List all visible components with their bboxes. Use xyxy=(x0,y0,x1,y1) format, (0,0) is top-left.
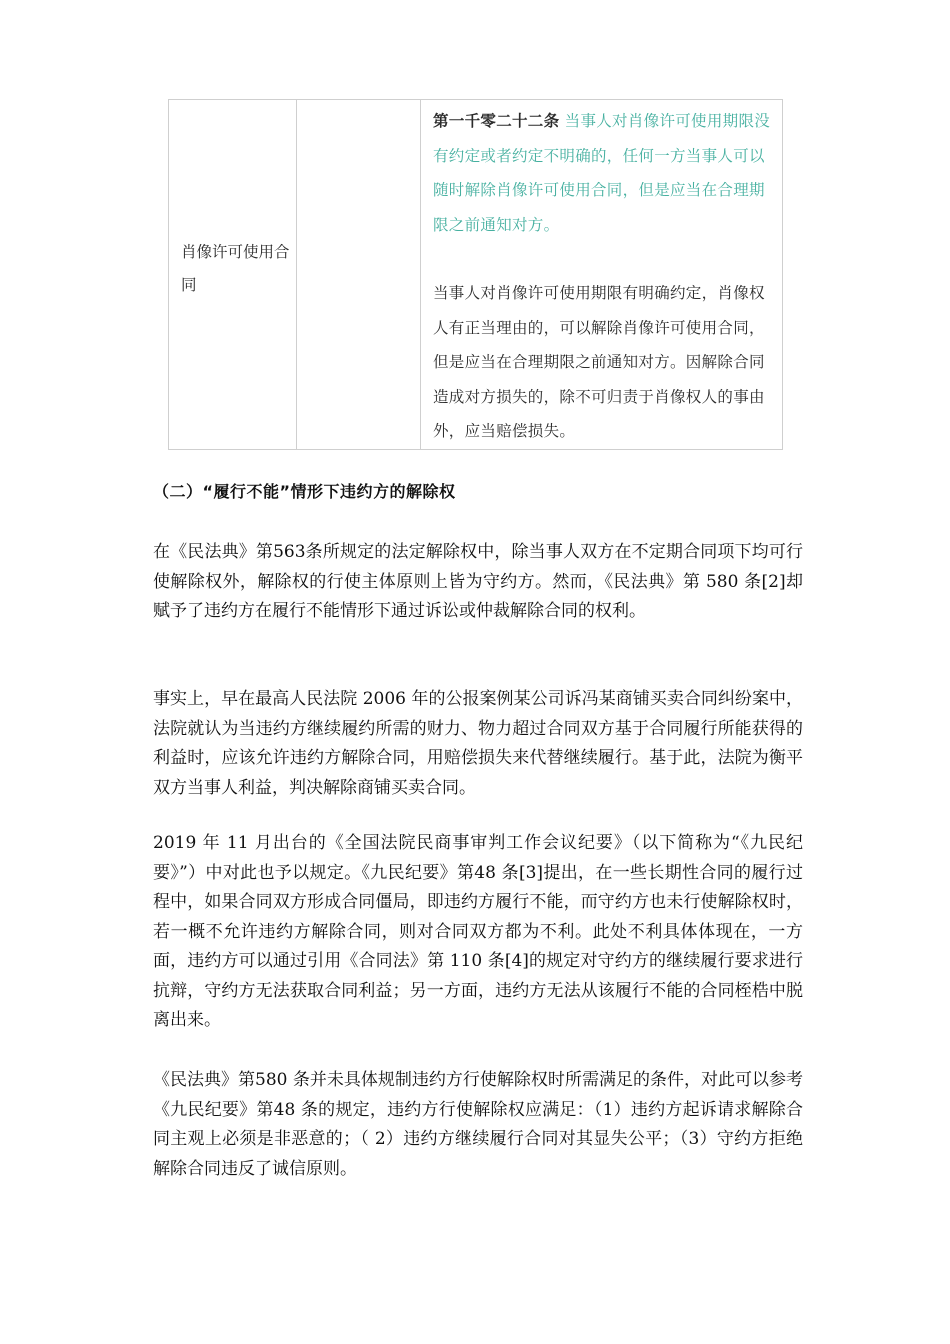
article-text: 当事人对肖像许可使用期限没有约定或者约定不明确的，任何一方当事人可以随时解除肖像许可使用合同，但是应当在合理期限之前通知对方。 xyxy=(433,112,771,234)
row-label: 肖像许可使用合同 xyxy=(181,243,290,294)
article-content xyxy=(421,100,782,449)
row-label-cell xyxy=(169,100,297,450)
article-text-2: 当事人对肖像许可使用期限有明确约定，肖像权人有正当理由的，可以解除肖像许可使用合同，但是应当在合理期限之前通知对方。因解除合同造成对方损失的，除不可归责于肖像权人的事由外，应当赔偿损失。 xyxy=(433,284,765,440)
table-row xyxy=(169,100,783,450)
section-heading: （二）“履行不能”情形下违约方的解除权 xyxy=(153,482,456,501)
empty-cell xyxy=(297,100,421,450)
paragraph: 在《民法典》第563条所规定的法定解除权中，除当事人双方在不定期合同项下均可行使解除权外，解除权的行使主体原则上皆为守约方。然而，《民法典》第 580 条[2]却赋予了违约方在履行不能情形下通过诉讼或仲裁解除合同的权利。 xyxy=(153,542,803,621)
comparison-table xyxy=(168,99,783,450)
paragraph: 《民法典》第580 条并未具体规制违约方行使解除权时所需满足的条件，对此可以参考《九民纪要》第48 条的规定，违约方行使解除权应满足：（1）违约方起诉请求解除合同主观上必须是非恶意的；（ 2）违约方继续履行合同对其显失公平；（3）守约方拒绝解除合同违反了诚信原则。 xyxy=(153,1070,803,1179)
paragraph: 事实上，早在最高人民法院 2006 年的公报案例某公司诉冯某商铺买卖合同纠纷案中，法院就认为当违约方继续履约所需的财力、物力超过合同双方基于合同履行所能获得的利益时，应该允许违约方解除合同，用赔偿损失来代替继续履行。基于此，法院为衡平双方当事人利益，判决解除商铺买卖合同。 xyxy=(153,689,803,798)
article-cell xyxy=(421,100,783,450)
article-number: 第一千零二十二条 xyxy=(433,112,560,130)
paragraph: 2019 年 11 月出台的《全国法院民商事审判工作会议纪要》（以下简称为“《九民纪要》”）中对此也予以规定。《九民纪要》第48 条[3]提出，在一些长期性合同的履行过程中，如果合同双方形成合同僵局，即违约方履行不能，而守约方也未行使解除权时，若一概不允许违约方解除合同，则对合同双方都为不利。此处不利具体体现在，一方面，违约方可以通过引用《合同法》第 110 条[4]的规定对守约方的继续履行要求进行抗辩，守约方无法获取合同利益；另一方面，违约方无法从该履行不能的合同桎梏中脱离出来。 xyxy=(153,833,803,1030)
